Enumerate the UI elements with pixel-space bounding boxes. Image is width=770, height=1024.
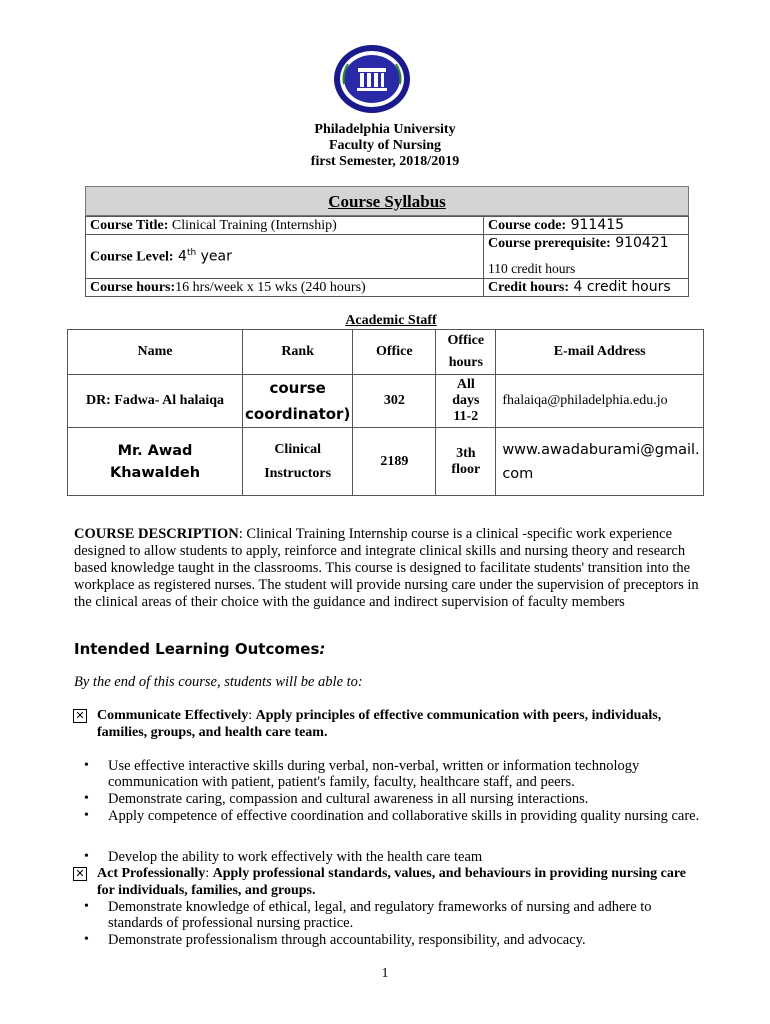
outcome-communicate: Communicate Effectively: Apply principles of effective communication with peers, individuals, families, groups, and health care team. — [97, 708, 662, 740]
credit-hours-cell: Credit hours: 4 credit hours — [484, 279, 689, 297]
checkbox-icon: ✕ — [73, 709, 87, 723]
course-prerequisite-cell: Course prerequisite: 910421 110 credit hours — [484, 235, 689, 279]
table-header-row — [68, 330, 704, 375]
header-rank: Rank — [243, 330, 353, 375]
bullet-icon: • — [84, 758, 89, 773]
table-row — [68, 428, 704, 496]
course-description: COURSE DESCRIPTION: Clinical Training Internship course is a clinical -specific work experience designed to allow students to apply, reinforce and integrate clinical skills and nursing theory and research based knowledge taught in the classrooms. This course is designed to facilitate students' transition into the workplace as registered nurses. The student will provide nursing care under the supervision of preceptors in the clinical areas of their choice with the guidance and indirect supervision of faculty members — [74, 526, 699, 610]
academic-staff-title: Academic Staff — [345, 313, 437, 328]
academic-staff-table — [67, 329, 704, 496]
course-level-cell: Course Level: 4th year — [86, 235, 484, 279]
list-item: Demonstrate caring, compassion and cultural awareness in all nursing interactions. — [108, 791, 589, 807]
checkbox-icon: ✕ — [73, 867, 87, 881]
staff-rank: Clinical Instructors — [243, 428, 353, 496]
page-number: 1 — [381, 966, 389, 981]
list-item: Develop the ability to work effectively with the health care team — [108, 849, 483, 865]
document-header — [0, 122, 770, 170]
bullet-icon: • — [84, 791, 89, 806]
staff-email[interactable]: fhalaiqa@philadelphia.edu.jo — [496, 375, 704, 428]
course-info-table — [85, 216, 689, 297]
bullet-icon: • — [84, 932, 89, 947]
list-item: Demonstrate knowledge of ethical, legal, and regulatory frameworks of nursing and adhere to standards of professional nursing practice. — [108, 899, 652, 931]
table-row — [68, 375, 704, 428]
learning-outcomes-heading: Intended Learning Outcomes: — [74, 640, 326, 658]
syllabus-title: Course Syllabus — [85, 186, 689, 216]
list-item: Use effective interactive skills during verbal, non-verbal, written or information technology communication with patient, patient's family, faculty, healthcare staff, and peers. — [108, 758, 640, 790]
faculty-name: Faculty of Nursing — [329, 138, 441, 153]
list-item: Apply competence of effective coordination and collaborative skills in providing quality nursing care. — [108, 808, 700, 824]
learning-outcomes-intro: By the end of this course, students will be able to: — [74, 674, 363, 690]
staff-office: 302 — [353, 375, 436, 428]
header-name: Name — [68, 330, 243, 375]
course-code-cell: Course code: 911415 — [484, 217, 689, 235]
bullet-icon: • — [84, 849, 89, 864]
university-seal-icon — [332, 44, 412, 114]
list-item: Demonstrate professionalism through accountability, responsibility, and advocacy. — [108, 932, 586, 948]
staff-name: Mr. Awad Khawaldeh — [68, 428, 243, 496]
course-title-cell: Course Title: Clinical Training (Internship) — [86, 217, 484, 235]
outcome-act-professionally: Act Professionally: Apply professional standards, values, and behaviours in providing nursing care for individuals, families, and groups. — [97, 866, 687, 898]
university-name: Philadelphia University — [314, 122, 456, 137]
header-office-hours: Office hours — [436, 330, 496, 375]
bullet-icon: • — [84, 899, 89, 914]
staff-office-hours: All days 11-2 — [436, 375, 496, 428]
staff-rank: course coordinator) — [243, 375, 353, 428]
university-logo — [332, 44, 412, 114]
staff-office-hours: 3th floor — [436, 428, 496, 496]
staff-email[interactable]: www.awadaburami@gmail. com — [496, 428, 704, 496]
semester-label: first Semester, 2018/2019 — [310, 154, 460, 169]
staff-office: 2189 — [353, 428, 436, 496]
header-office: Office — [353, 330, 436, 375]
staff-name: DR: Fadwa- Al halaiqa — [68, 375, 243, 428]
header-email: E-mail Address — [496, 330, 704, 375]
bullet-icon: • — [84, 808, 89, 823]
course-hours-cell: Course hours:16 hrs/week x 15 wks (240 hours) — [86, 279, 484, 297]
